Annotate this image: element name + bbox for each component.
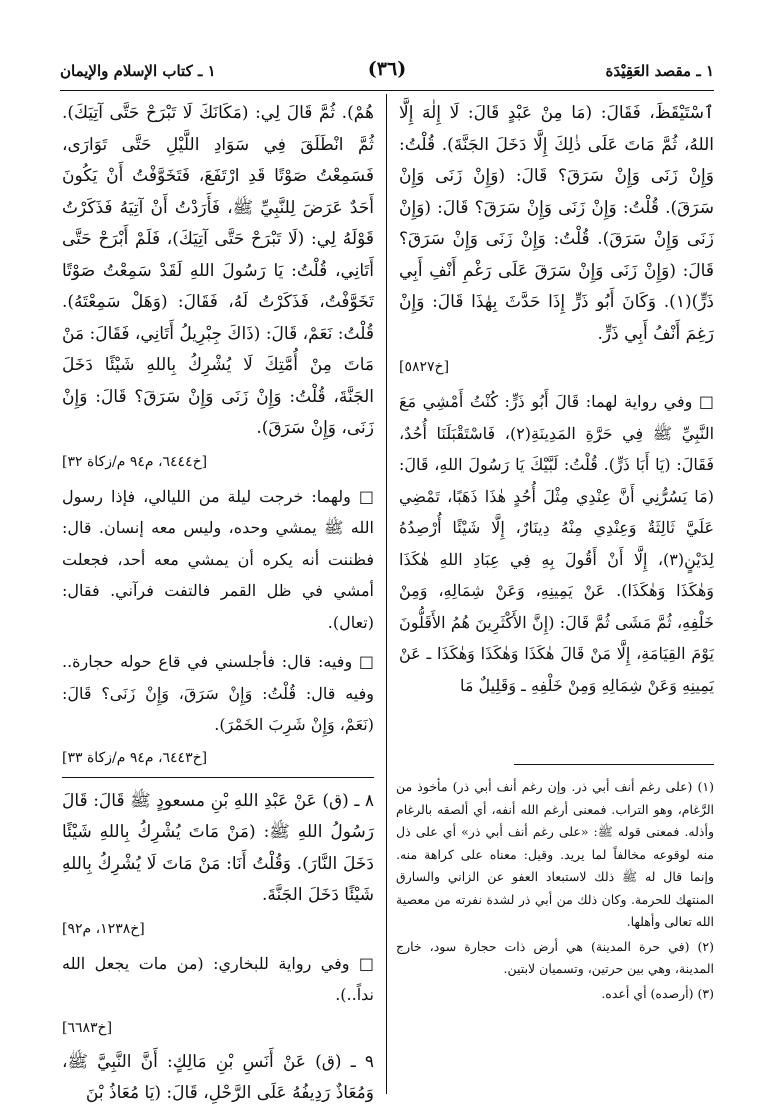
separator-rule [62, 777, 374, 778]
footnote: (٣) (أرصده) أي أعده. [601, 985, 714, 1001]
page-number: (٣٦) [367, 58, 407, 80]
hadith-text: ٱسْتَيْقَظَ، فَقَالَ: (مَا مِنْ عَبْدٍ قَالَ: لَا إِلٰهَ إِلَّا اللهُ، ثُمَّ مَاتَ عَلَى ذٰلِكَ إِلَّا دَخَلَ الجَنَّةَ). قُلْتُ: وَإِنْ زَنَى وَإِنْ سَرَقَ؟ قَالَ: (وَإِنْ زَنَى وَإِنْ سَرَقَ). قُلْتُ: وَإِنْ زَنَى وَإِنْ سَرَقَ؟ قَالَ: (وَإِنْ زَنَى وَإِنْ سَرَقَ). قُلْتُ: وَإِنْ زَنَى وَإِنْ سَرَقَ؟ قَالَ: (وَإِنْ زَنَى وَإِنْ سَرَقَ عَلَى رَغْمِ أَنْفِ أَبِي ذَرٍّ)(١). وَكَانَ أَبُو ذَرٍّ إِذَا حَدَّثَ بِهٰذَا قَالَ: وَإِنْ رَغِمَ أَنْفُ أَبِي ذَرٍّ. [399, 103, 714, 344]
footnote: (١) (على رغم أنف أبي ذر. وإن رغم أنف أبي ذر) مأخوذ من الرَّغام، وهو التراب. فمعنى أرغم الله أنفه، أي ألصقه بالرغام وأذله. فمعنى قوله ﷺ: «على رغم أنف أبي ذر» أي على ذل منه لوقوعه مخالفاً لما يريد. وقيل: معناه على كراهة منه. وإنما قال له ﷺ ذلك لاستبعاد العفو عن الزاني والسارق المنتهك للحرمة. وكان ذلك من أبي ذر لشدة نفرته من معصية الله تعالى وأهلها. [396, 779, 714, 929]
column-divider [386, 94, 387, 1094]
narration-text: □ وفي رواية للبخاري: (من مات يجعل الله نداً..). [62, 953, 374, 1004]
narration-text: □ ولهما: خرجت ليلة من الليالي، فإذا رسول الله ﷺ يمشي وحده، وليس معه إنسان. قال: فظننت أنه يكره أن يمشي معه أحد، فجعلت أمشي في ظل القمر فالتفت فرآني. فقال: (تعال). [62, 486, 374, 632]
hadith-text: ٩ ـ (ق) عَنْ أَنَسِ بْنِ مَالِكٍ: أَنَّ النَّبِيَّ ﷺ، وَمُعَاذٌ رَدِيفُهُ عَلَى الرَّحْلِ، قَالَ: (يَا مُعَاذُ بْنَ [62, 1051, 374, 1103]
footnote-rule [514, 764, 714, 765]
header-rule [60, 90, 714, 91]
left-column [62, 98, 374, 1114]
right-column [399, 98, 714, 705]
hadith-reference: [خ٥٨٢٧] [399, 359, 450, 375]
hadith-reference: [خ١٢٣٨، م٩٢] [62, 920, 145, 937]
page-header [60, 58, 714, 88]
footnotes [396, 776, 714, 1007]
hadith-text: ٨ ـ (ق) عَنْ عَبْدِ اللهِ بْنِ مسعودٍ ﷺ قَالَ: قَالَ رَسُولُ اللهِ ﷺ: (مَنْ مَاتَ يُشْرِكُ بِاللهِ شَيْئًا دَخَلَ النَّارَ). وَقُلْتُ أَنَا: مَنْ مَاتَ لَا يُشْرِكُ بِاللهِ شَيْئًا دَخَلَ الجَنَّةَ. [62, 790, 374, 905]
hadith-reference: [خ٦٤٤٤، م٩٤ م/زكاة ٣٢] [62, 453, 208, 470]
hadith-text: هُمْ). ثُمَّ قَالَ لِي: (مَكَانَكَ لَا تَبْرَحْ حَتَّى آتِيَكَ). ثُمَّ انْطَلَقَ فِي سَوَادِ اللَّيْلِ حَتَّى تَوَارَى، فَسَمِعْتُ صَوْتًا قَدِ ارْتَفَعَ، فَتَخَوَّفْتُ أَنْ يَكُونَ أَحَدٌ عَرَضَ لِلنَّبِيِّ ﷺ، فَأَرَدْتُ أَنْ آتِيَهُ فَذَكَرْتُ قَوْلَهُ لِي: (لَا تَبْرَحْ حَتَّى آتِيَكَ)، فَلَمْ أَبْرَحْ حَتَّى أَتَانِي، قُلْتُ: يَا رَسُولَ اللهِ لَقَدْ سَمِعْتُ صَوْتًا تَخَوَّفْتُ، فَذَكَرْتُ لَهُ، فَقَالَ: (وَهَلْ سَمِعْتَهُ). قُلْتُ: نَعَمْ، قَالَ: (ذَاكَ جِبْرِيلُ أَتَانِي، فَقَالَ: مَنْ مَاتَ مِنْ أُمَّتِكَ لَا يُشْرِكُ بِاللهِ شَيْئًا دَخَلَ الجَنَّةَ، قُلْتُ: وَإِنْ زَنَى وَإِنْ سَرَقَ؟ قَالَ: وَإِنْ زَنَى، وَإِنْ سَرَقَ). [62, 103, 374, 438]
narration-text: □ وفيه: قال: فأجلسني في قاع حوله حجارة.. وفيه قال: قُلْتُ: وَإِنْ سَرَقَ، وَإِنْ زَنَى؟ قَالَ: (نَعَمْ، وَإِنْ شَرِبَ الخَمْرَ). [62, 652, 374, 734]
hadith-reference: [خ٦٤٤٣، م٩٤ م/زكاة ٣٣] [62, 749, 208, 766]
header-book-title: ١ ـ كتاب الإسلام والإيمان [60, 62, 216, 80]
narration-text: □ وفي رواية لهما: قَالَ أَبُو ذَرٍّ: كُنْتُ أَمْشِي مَعَ النَّبِيِّ ﷺ فِي حَرَّةِ المَدِينَةِ(٢)، فَاسْتَقْبَلَنَا أُحُدٌ، فَقَالَ: (يَا أَبَا ذَرٍّ). قُلْتُ: لَبَّيْكَ يَا رَسُولَ اللهِ، قَالَ: (مَا يَسُرُّنِي أَنَّ عِنْدِي مِثْلَ أُحُدٍ هٰذَا ذَهَبًا، تَمْضِي عَلَيَّ ثَالِثَةٌ وَعِنْدِي مِنْهُ دِينَارٌ، إِلَّا شَيْئًا أُرْصِدُهُ لِدَيْنٍ(٣)، إِلَّا أَنْ أَقُولَ بِهِ فِي عِبَادِ اللهِ هٰكَذَا وَهٰكَذَا وَهٰكَذَا). عَنْ يَمِينِهِ، وَعَنْ شِمَالِهِ، وَمِنْ خَلْفِهِ، ثُمَّ مَشَى ثُمَّ قَالَ: (إِنَّ الأَكْثَرِينَ هُمُ الأَقَلُّونَ يَوْمَ القِيَامَةِ، إِلَّا مَنْ قَالَ هٰكَذَا وَهٰكَذَا وَهٰكَذَا ـ عَنْ يَمِينِهِ وَعَنْ شِمَالِهِ وَمِنْ خَلْفِهِ ـ وَقَلِيلٌ مَا [399, 392, 715, 695]
footnote: (٢) (في حرة المدينة) هي أرض ذات حجارة سود، خارج المدينة، وهي بين حرتين، وتسميان لابتين. [396, 938, 714, 976]
hadith-reference: [خ٦٦٨٣] [62, 1019, 113, 1036]
header-section-title: ١ ـ مقصد العَقِيْدَة [605, 62, 714, 80]
